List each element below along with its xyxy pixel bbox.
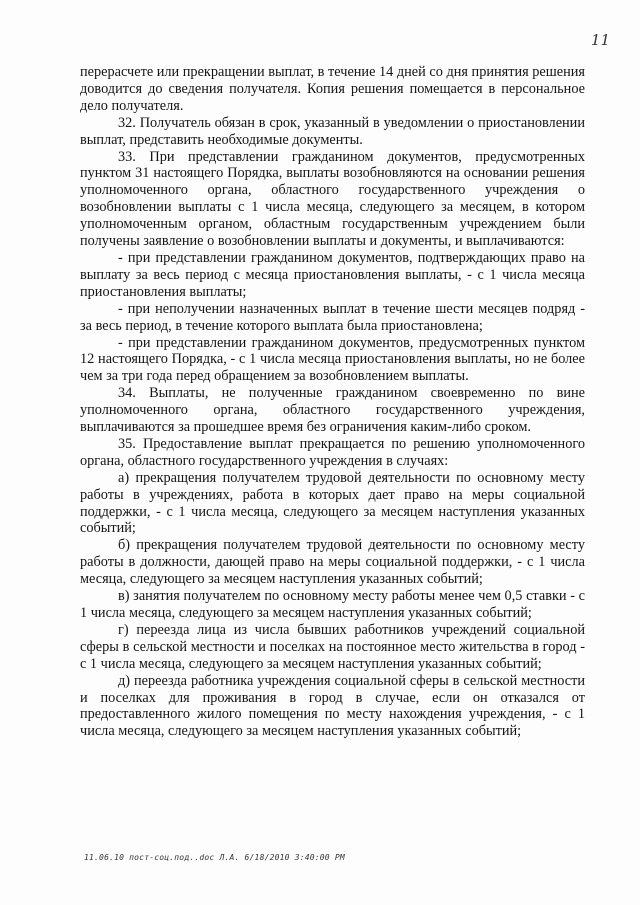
- list-item: - при неполучении назначенных выплат в течение шести месяцев подряд - за весь период, в течение которого выплата была приостановлена;: [80, 300, 585, 334]
- paragraph-34: 34. Выплаты, не полученные гражданином своевременно по вине уполномоченного органа, областного государственного учреждения, выплачиваются за прошедшее время без ограничения каким-либо сроком.: [80, 385, 585, 436]
- page-number: 11: [590, 31, 610, 49]
- paragraph-continuation: перерасчете или прекращении выплат, в течение 14 дней со дня принятия решения доводится до сведения получателя. Копия решения помещается в персональное дело получателя.: [80, 64, 585, 114]
- clause-g: г) переезда лица из числа бывших работников учреждений социальной сферы в сельской местности и поселках на постоянное место жительства в город - с 1 числа месяца, следующего за месяцем наступления указанных событий;: [80, 621, 585, 672]
- clause-a: а) прекращения получателем трудовой деятельности по основному месту работы в учреждениях, работа в которых дает право на меры социальной поддержки, - с 1 числа месяца, следующего за месяцем наступления указанных событий;: [80, 469, 585, 537]
- clause-d: д) переезда работника учреждения социальной сферы в сельской местности и поселках для проживания в город в случае, если он отказался от предоставленного жилого помещения по месту нахождения учреждения, - с 1 числа месяца, следующего за месяцем наступления указанных событий;: [80, 672, 585, 740]
- document-body: [80, 64, 585, 740]
- clause-v: в) занятия получателем по основному месту работы менее чем 0,5 ставки - с 1 числа месяца, следующего за месяцем наступления указанных событий;: [80, 588, 585, 621]
- paragraph-33: 33. При представлении гражданином документов, предусмотренных пунктом 31 настоящего Порядка, выплаты возобновляются на основании решения уполномоченного органа, областного государственного учреждения о возобновлении выплаты с 1 числа месяца, следующего за месяцем, в котором уполномоченным органом, областным государственным учреждением были получены заявление о возобновлении выплаты и документы, и выплачиваются:: [80, 148, 585, 250]
- paragraph-32: 32. Получатель обязан в срок, указанный в уведомлении о приостановлении выплат, представить необходимые документы.: [80, 114, 585, 148]
- clause-b: б) прекращения получателем трудовой деятельности по основному месту работы в должности, дающей право на меры социальной поддержки, - с 1 числа месяца, следующего за месяцем наступления указанных событий;: [80, 537, 585, 588]
- paragraph-35: 35. Предоставление выплат прекращается по решению уполномоченного органа, областного государственного учреждения в случаях:: [80, 435, 585, 469]
- list-item: - при представлении гражданином документов, подтверждающих право на выплату за весь период с месяца приостановления выплаты, - с 1 числа месяца приостановления выплаты;: [80, 249, 585, 300]
- list-item: - при представлении гражданином документов, предусмотренных пунктом 12 настоящего Порядка, - с 1 числа месяца приостановления выплаты, но не более чем за три года перед обращением за возобновлением выплаты.: [80, 334, 585, 385]
- document-footer: 11.06.10 пост-соц.под..doc Л.А. 6/18/2010 3:40:00 PM: [84, 853, 345, 862]
